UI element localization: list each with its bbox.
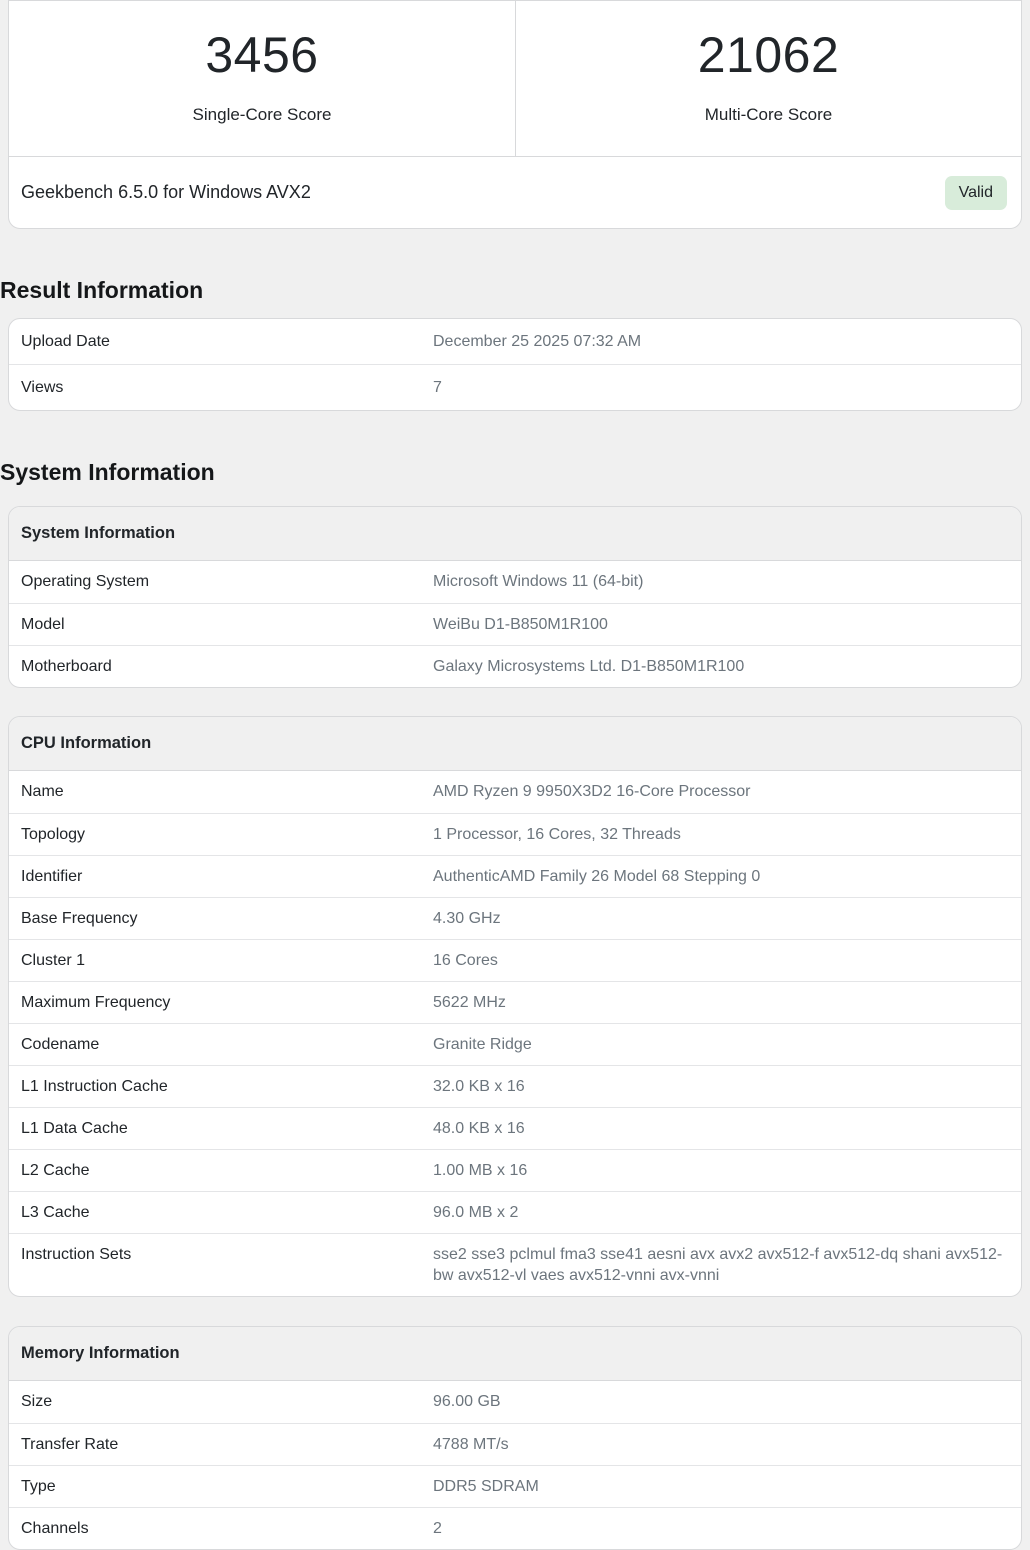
table-row (9, 1149, 1021, 1191)
row-value: Microsoft Windows 11 (64-bit) (433, 573, 644, 590)
card-header: CPU Information (9, 717, 1021, 771)
single-core-score-value: 3456 (205, 27, 319, 83)
score-grid (9, 1, 1021, 157)
table-row (9, 645, 1021, 687)
row-label: Maximum Frequency (21, 994, 171, 1011)
system-information-card (8, 506, 1022, 688)
table-row (9, 1465, 1021, 1507)
row-value: 1 Processor, 16 Cores, 32 Threads (433, 826, 681, 843)
row-label: Instruction Sets (21, 1246, 132, 1263)
row-value: 2 (433, 1520, 442, 1537)
row-label: L3 Cache (21, 1204, 90, 1221)
row-label: Model (21, 616, 65, 633)
row-label: Upload Date (21, 333, 110, 350)
table-row (9, 603, 1021, 645)
row-value: 1.00 MB x 16 (433, 1162, 528, 1179)
card-header: Memory Information (9, 1327, 1021, 1381)
table-row (9, 813, 1021, 855)
table-row (9, 1023, 1021, 1065)
table-row (9, 1423, 1021, 1465)
multi-core-score-block (515, 1, 1021, 156)
memory-information-card (8, 1326, 1022, 1550)
row-value: Galaxy Microsystems Ltd. D1-B850M1R100 (433, 658, 745, 675)
row-label: Motherboard (21, 658, 112, 675)
row-value: 4788 MT/s (433, 1436, 509, 1453)
benchmark-version-text: Geekbench 6.5.0 for Windows AVX2 (21, 182, 311, 202)
row-value: 96.00 GB (433, 1393, 501, 1410)
table-row (9, 561, 1021, 603)
multi-core-score-label: Multi-Core Score (704, 105, 833, 124)
row-value: 7 (433, 379, 442, 396)
table-row (9, 855, 1021, 897)
table-row (9, 364, 1021, 410)
row-value: 5622 MHz (433, 994, 506, 1011)
table-row (9, 981, 1021, 1023)
table-row (9, 1191, 1021, 1233)
row-value: 96.0 MB x 2 (433, 1204, 519, 1221)
row-value: 48.0 KB x 16 (433, 1120, 525, 1137)
row-label: Identifier (21, 868, 83, 885)
table-row (9, 319, 1021, 364)
table-row (9, 1107, 1021, 1149)
row-label: Views (21, 379, 64, 396)
row-label: Cluster 1 (21, 952, 86, 969)
row-value: December 25 2025 07:32 AM (433, 333, 642, 350)
row-value: WeiBu D1-B850M1R100 (433, 616, 608, 633)
table-row (9, 1233, 1021, 1296)
single-core-score-block (9, 1, 515, 156)
card-header: System Information (9, 507, 1021, 561)
row-label: L1 Instruction Cache (21, 1078, 168, 1095)
row-value: 16 Cores (433, 952, 498, 969)
table-row (9, 1507, 1021, 1549)
table-row (9, 897, 1021, 939)
row-label: Codename (21, 1036, 100, 1053)
table-row (9, 939, 1021, 981)
row-value: DDR5 SDRAM (433, 1478, 539, 1495)
table-row (9, 1381, 1021, 1423)
single-core-score-label: Single-Core Score (192, 105, 332, 124)
score-summary-card (8, 0, 1022, 229)
system-information-heading: System Information (0, 459, 215, 485)
multi-core-score-value: 21062 (697, 27, 840, 83)
result-information-card (8, 318, 1022, 411)
row-value: 32.0 KB x 16 (433, 1078, 525, 1095)
row-value: Granite Ridge (433, 1036, 532, 1053)
row-label: Channels (21, 1520, 89, 1537)
row-value: sse2 sse3 pclmul fma3 sse41 aesni avx avx2 avx512-f avx512-dq shani avx512-bw avx512-vl vaes avx512-vnni avx-vnni (433, 1246, 1003, 1284)
row-label: Transfer Rate (21, 1436, 119, 1453)
row-label: Topology (21, 826, 86, 843)
cpu-information-card (8, 716, 1022, 1297)
row-label: Type (21, 1478, 56, 1495)
row-value: 4.30 GHz (433, 910, 501, 927)
table-row (9, 771, 1021, 813)
row-value: AMD Ryzen 9 9950X3D2 16-Core Processor (433, 783, 751, 800)
row-label: Operating System (21, 573, 150, 590)
row-label: Base Frequency (21, 910, 138, 927)
row-label: Size (21, 1393, 53, 1410)
result-information-heading: Result Information (0, 277, 204, 303)
version-bar (9, 157, 1021, 228)
row-label: L2 Cache (21, 1162, 90, 1179)
row-label: L1 Data Cache (21, 1120, 128, 1137)
valid-status-badge: Valid (945, 176, 1007, 210)
row-value: AuthenticAMD Family 26 Model 68 Stepping 0 (433, 868, 761, 885)
row-label: Name (21, 783, 64, 800)
table-row (9, 1065, 1021, 1107)
